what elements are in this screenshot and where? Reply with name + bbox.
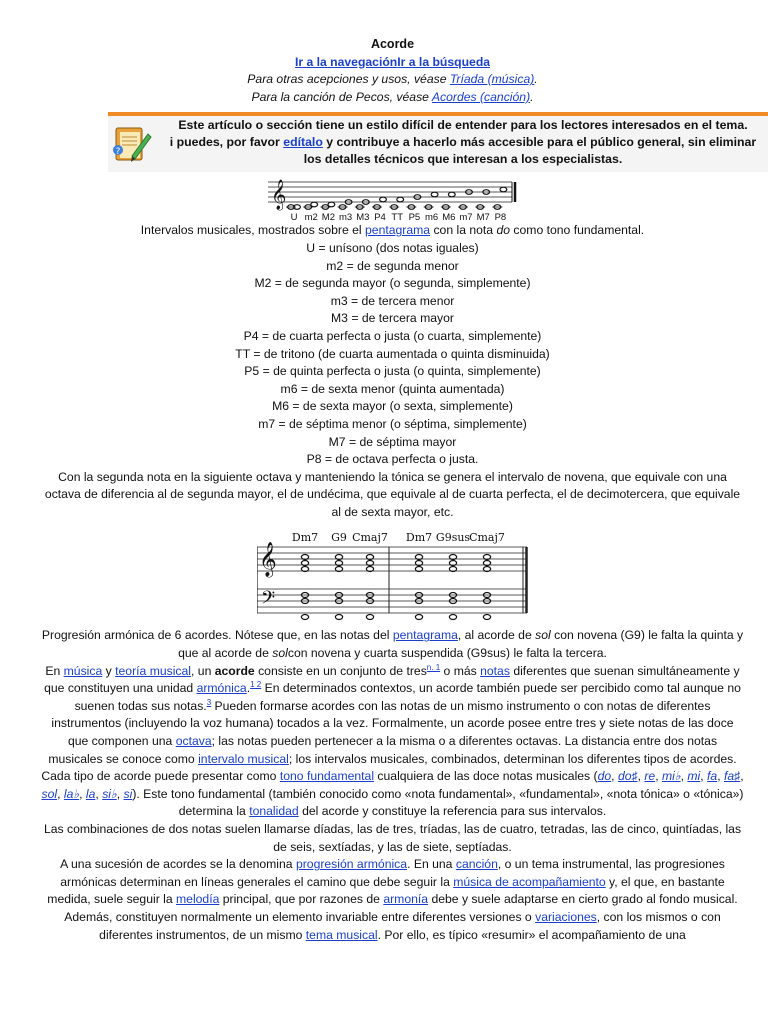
intervals-list bbox=[40, 240, 745, 469]
style-notice-box bbox=[108, 112, 768, 172]
footnote-n1-link[interactable]: n. 1 bbox=[426, 662, 441, 672]
reference-1-2-link[interactable]: 1 2 bbox=[250, 680, 262, 690]
bass-note bbox=[483, 615, 490, 620]
interval-label: P8 bbox=[494, 212, 506, 223]
interval-label: P4 bbox=[373, 212, 386, 223]
note-name-link[interactable]: si♭ bbox=[102, 786, 117, 801]
text: ; las notas pueden pertenecer a la misma o a diferentes octavas. La distancia entre dos notas musicales se conoce como bbox=[48, 734, 718, 766]
notice-line-3: los detalles técnicos que interesan a los especialistas. bbox=[303, 152, 623, 167]
caption-text: como tono fundamental. bbox=[510, 223, 645, 238]
pentagrama-link-2[interactable]: pentagrama bbox=[392, 628, 458, 643]
interval-label: M2 bbox=[321, 212, 335, 223]
text: A una sucesión de acordes se la denomina bbox=[60, 857, 296, 872]
notas-link[interactable]: notas bbox=[480, 663, 510, 678]
interval-item: P8 = de octava perfecta o justa. bbox=[306, 452, 479, 467]
text: ; los intervalos musicales, combinados, determinan los diferentes tipos de acordes. Cada tipo de acorde puede presentar como bbox=[41, 751, 737, 784]
interval-item: m6 = de sexta menor (quinta aumentada) bbox=[280, 381, 505, 396]
whole-note bbox=[310, 203, 317, 208]
note-name-link[interactable]: fa♯ bbox=[724, 769, 741, 784]
caption-note: do bbox=[496, 223, 511, 238]
separator: , bbox=[95, 786, 103, 801]
intervals-caption bbox=[40, 222, 745, 240]
caption-text: Progresión armónica de 6 acordes. Nótese que, en las notas del bbox=[41, 628, 393, 643]
chord-symbol: Cmaj7 bbox=[468, 531, 505, 545]
hatnote-text: Para la canción de Pecos, véase bbox=[251, 89, 432, 104]
octave-paragraph: Con la segunda nota en la siguiente octava y manteniendo la tónica se genera el intervalo de novena, que equivale con una octava de diferencia al de segunda mayor, el de undécima, que equivale al de cuarta perfecta, el de decimotercera, que equivale al de sexta mayor, etc. bbox=[44, 469, 741, 519]
skip-to-navigation-link[interactable]: Ir a la navegación bbox=[294, 54, 398, 69]
intervalo-musical-link[interactable]: intervalo musical bbox=[198, 751, 289, 766]
interval-label: U bbox=[290, 212, 297, 223]
notice-text-part: y contribuye a hacerlo más accesible para el público general, sin eliminar bbox=[322, 135, 757, 150]
interval-item: M6 = de sexta mayor (o sexta, simplemente) bbox=[272, 399, 513, 414]
text: . Por ello, es típico «resumir» el acompañamiento de una bbox=[377, 927, 686, 942]
tema-musical-link[interactable]: tema musical bbox=[305, 927, 378, 942]
bass-note bbox=[335, 615, 342, 620]
interval-item: m3 = de tercera menor bbox=[330, 293, 455, 308]
text: . En una bbox=[407, 857, 456, 872]
separator: , bbox=[655, 769, 662, 784]
interval-label: M6 bbox=[441, 212, 455, 223]
caption-note: sol bbox=[272, 646, 288, 661]
musica-link[interactable]: música bbox=[63, 663, 103, 678]
interval-item: P5 = de quinta perfecta o justa (o quinta, simplemente) bbox=[244, 364, 541, 379]
interval-label: m7 bbox=[458, 212, 473, 223]
progression-caption bbox=[40, 627, 745, 662]
skip-links bbox=[40, 54, 745, 72]
note-name-link[interactable]: do bbox=[597, 769, 612, 784]
teoria-musical-link[interactable]: teoría musical bbox=[115, 663, 192, 678]
text: principal, que por razones de bbox=[219, 892, 384, 907]
bass-note bbox=[366, 615, 373, 620]
text: cualquiera de las doce notas musicales ( bbox=[374, 769, 598, 784]
reference-3-link[interactable]: 3 bbox=[206, 697, 212, 707]
caption-text: con novena y cuarta suspendida (G9sus) le falta la tercera. bbox=[287, 646, 607, 661]
whole-note bbox=[328, 203, 335, 208]
interval-item: U = unísono (dos notas iguales) bbox=[306, 240, 479, 255]
interval-label: m3 bbox=[338, 212, 352, 223]
cancion-link[interactable]: canción bbox=[455, 857, 498, 872]
bass-note bbox=[449, 615, 456, 620]
bass-clef-icon: 𝄢 bbox=[260, 588, 275, 614]
progresion-armonica-link[interactable]: progresión armónica bbox=[295, 857, 408, 872]
separator: , bbox=[717, 769, 724, 784]
skip-to-search-link[interactable]: Ir a la búsqueda bbox=[397, 54, 491, 69]
note-name-link[interactable]: si bbox=[123, 786, 133, 801]
whole-note bbox=[379, 198, 386, 203]
separator: , bbox=[116, 786, 124, 801]
hatnote-triada bbox=[40, 71, 745, 89]
text: debe y suele adaptarse en cierto grado al fondo musical. Además, constituyen normalmente un elemento invariable entre diferentes versiones o bbox=[64, 892, 738, 924]
treble-clef-icon: 𝄞 bbox=[258, 542, 277, 578]
note-name-link[interactable]: sol bbox=[41, 786, 58, 801]
note-name-link[interactable]: mi bbox=[687, 769, 701, 784]
text: del acorde y constituye la referencia para sus intervalos. bbox=[298, 804, 607, 819]
note-name-link[interactable]: la bbox=[85, 786, 96, 801]
caption-note: sol bbox=[535, 628, 551, 643]
definition-paragraph bbox=[40, 663, 745, 821]
caption-text: con novena (G9) le falta la quinta y que al acorde de bbox=[178, 628, 744, 661]
armonica-link[interactable]: armónica bbox=[196, 681, 247, 696]
melodia-link[interactable]: melodía bbox=[176, 892, 220, 907]
note-name-link[interactable]: do♯ bbox=[617, 769, 638, 784]
text: Pueden formarse acordes con las notas de un mismo instrumento o con notas de diferentes instrumentos (incluyendo la voz humana) tocados a la vez. Formalmente, un acorde posee entre tres y siete notas de las doce que componen una bbox=[51, 698, 734, 749]
interval-item: m2 = de segunda menor bbox=[326, 258, 459, 273]
interval-item: M3 = de tercera mayor bbox=[331, 311, 454, 326]
hatnote-text: Para otras acepciones y usos, véase bbox=[247, 72, 450, 87]
edit-link[interactable]: edítalo bbox=[283, 135, 323, 150]
text: , con los mismos o con diferentes instrumentos, de un mismo bbox=[99, 909, 721, 942]
progression-paragraph bbox=[40, 856, 745, 944]
text: o más bbox=[440, 663, 481, 678]
whole-note bbox=[396, 198, 403, 203]
intervals-staff-image bbox=[268, 178, 518, 222]
page-title: Acorde bbox=[370, 37, 415, 51]
interval-label: TT bbox=[390, 212, 403, 223]
hatnote-link-triada[interactable]: Tríada (música) bbox=[449, 72, 535, 87]
pentagrama-link[interactable]: pentagrama bbox=[365, 223, 431, 238]
note-name-link[interactable]: re bbox=[644, 769, 656, 784]
interval-label: m6 bbox=[424, 212, 438, 223]
caption-text: Intervalos musicales, mostrados sobre el bbox=[140, 223, 366, 238]
bass-note bbox=[301, 615, 308, 620]
chord-progression-image bbox=[257, 529, 529, 625]
chord-symbol: Dm7 bbox=[291, 531, 318, 545]
whole-note bbox=[500, 188, 507, 193]
notice-line-2 bbox=[152, 134, 768, 151]
armonia-link[interactable]: armonía bbox=[383, 892, 429, 907]
term-acorde: acorde bbox=[214, 663, 255, 678]
separator: , bbox=[700, 769, 708, 784]
combinations-paragraph: Las combinaciones de dos notas suelen llamarse díadas, las de tres, tríadas, las de cuatro, tetradas, las de cinco, quintíadas, las de seis, sextíadas, y las de siete, septíadas. bbox=[43, 822, 742, 854]
hatnote-link-acordes[interactable]: Acordes (canción) bbox=[431, 89, 531, 104]
chord-symbol: G9 bbox=[330, 531, 347, 545]
octava-link[interactable]: octava bbox=[175, 734, 212, 749]
text: diferentes que suenan simultáneamente y que constituyen una unidad bbox=[44, 663, 740, 696]
separator: , bbox=[57, 786, 64, 801]
interval-item: P4 = de cuarta perfecta o justa (o cuarta, simplemente) bbox=[243, 328, 542, 343]
interval-item: M2 = de segunda mayor (o segunda, simplemente) bbox=[254, 276, 531, 291]
interval-item: m7 = de séptima menor (o séptima, simplemente) bbox=[258, 416, 527, 431]
hatnote-acordes bbox=[40, 89, 745, 107]
hatnote-text: . bbox=[534, 72, 538, 87]
caption-text: , al acorde de bbox=[457, 628, 536, 643]
text: . bbox=[246, 681, 251, 696]
text: , un bbox=[191, 663, 215, 678]
interval-item: TT = de tritono (de cuarta aumentada o quinta disminuida) bbox=[235, 346, 550, 361]
interval-label: P5 bbox=[408, 212, 420, 223]
article bbox=[40, 36, 757, 944]
bass-note bbox=[415, 615, 422, 620]
interval-label: M7 bbox=[476, 212, 490, 223]
text: consiste en un conjunto de tres bbox=[254, 663, 427, 678]
chord-symbol: Dm7 bbox=[405, 531, 432, 545]
separator: , bbox=[680, 769, 688, 784]
interval-item: M7 = de séptima mayor bbox=[328, 434, 457, 449]
separator: , bbox=[79, 786, 86, 801]
note-name-link[interactable]: la♭ bbox=[63, 786, 80, 801]
notice-text bbox=[152, 117, 768, 168]
hatnote-text: . bbox=[530, 89, 534, 104]
text: , o un tema instrumental, las progresiones armónicas determinan en líneas generales el camino que debe seguir la bbox=[60, 857, 725, 889]
notice-line-1: Este artículo o sección tiene un estilo difícil de entender para los lectores interesados en el tema. bbox=[178, 118, 748, 133]
treble-clef-icon: 𝄞 bbox=[270, 180, 286, 211]
musica-acompanamiento-link[interactable]: música de acompañamiento bbox=[453, 874, 606, 889]
separator: , bbox=[611, 769, 618, 784]
chord-symbol: G9sus bbox=[435, 531, 470, 545]
book-pencil-icon bbox=[110, 122, 152, 166]
separator: , bbox=[637, 769, 645, 784]
tono-fundamental-link[interactable]: tono fundamental bbox=[279, 769, 375, 784]
svg-text:?: ? bbox=[115, 147, 121, 158]
whole-note bbox=[431, 193, 438, 198]
separator: , bbox=[740, 769, 744, 784]
chord-symbol: Cmaj7 bbox=[351, 531, 388, 545]
note-name-link[interactable]: fa bbox=[707, 769, 718, 784]
text: En bbox=[45, 663, 64, 678]
tonalidad-link[interactable]: tonalidad bbox=[249, 804, 299, 819]
text: ). Este tono fundamental (también conocido como «nota fundamental», «fundamental», «nota tónica» o «tónica») determina la bbox=[132, 786, 744, 819]
whole-note bbox=[448, 193, 455, 198]
caption-text: con la nota bbox=[430, 223, 497, 238]
text: En determinados contextos, un acorde también puede ser percibido como tal aunque no suenen todas sus notas. bbox=[74, 681, 741, 713]
variaciones-link[interactable]: variaciones bbox=[535, 909, 597, 924]
interval-label: m2 bbox=[304, 212, 318, 223]
text: y bbox=[102, 663, 116, 678]
text: y, el que, en bastante medida, suele seguir la bbox=[47, 874, 725, 907]
note-name-link[interactable]: mi♭ bbox=[662, 769, 681, 784]
notice-text-part: i puedes, por favor bbox=[169, 135, 284, 150]
interval-label: M3 bbox=[355, 212, 369, 223]
